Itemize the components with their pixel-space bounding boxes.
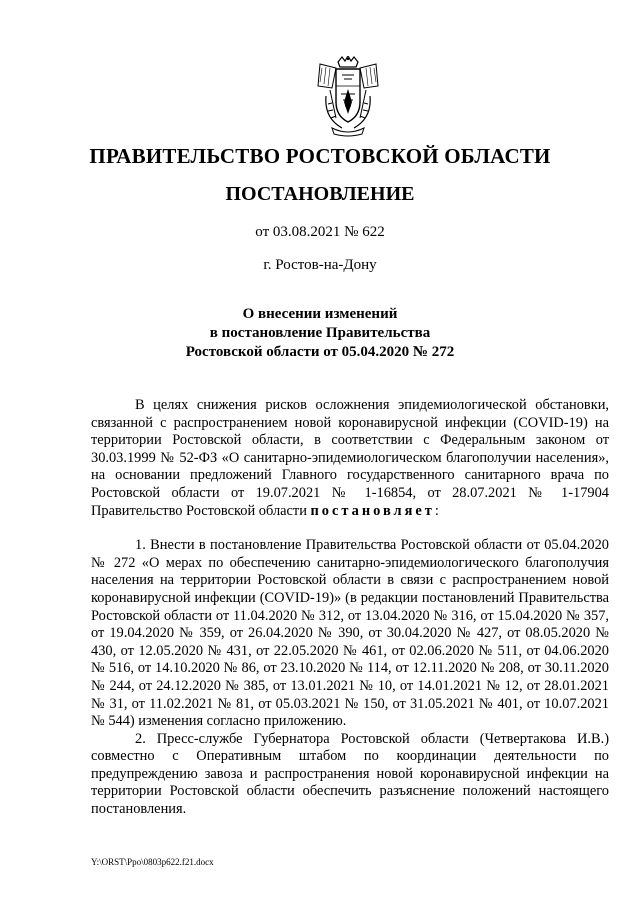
document-city: г. Ростов-на-Дону bbox=[263, 257, 377, 273]
document-type: ПОСТАНОВЛЕНИЕ bbox=[225, 183, 415, 205]
subject-line-2: в постановление Правительства bbox=[209, 325, 431, 341]
coat-of-arms-icon bbox=[314, 56, 382, 138]
preamble-paragraph bbox=[91, 397, 609, 520]
resolves-colon: : bbox=[434, 502, 439, 519]
document-subject bbox=[0, 305, 640, 362]
item-1-paragraph: 1. Внести в постановление Правительства Ростовской области от 05.04.2020 № 272 «О мерах по обеспечению санитарно-эпидемиологического благополучия населения на территории Ростовской области в связи с распространением новой коронавирусной инфекции (COVID-19)» (в редакции постановлений Правительства Ростовской области от 11.04.2020 № 312, от 13.04.2020 № 316, от 15.04.2020 № 357, от 19.04.2020 № 359, от 26.04.2020 № 390, от 30.04.2020 № 427, от 08.05.2020 № 430, от 12.05.2020 № 431, от 22.05.2020 № 461, от 02.06.2020 № 511, от 04.06.2020 № 516, от 14.10.2020 № 86, от 23.10.2020 № 114, от 12.11.2020 № 208, от 30.11.2020 № 244, от 24.12.2020 № 385, от 13.01.2021 № 10, от 14.01.2021 № 12, от 28.01.2021 № 31, от 11.02.2021 № 81, от 05.03.2021 № 150, от 31.05.2021 № 401, от 10.07.2021 № 544) изменения согласно приложению. bbox=[91, 537, 609, 730]
subject-line-1: О внесении изменений bbox=[242, 306, 398, 322]
resolves-word: постановляет bbox=[310, 502, 435, 519]
document-date-number: от 03.08.2021 № 622 bbox=[255, 224, 385, 240]
footer-file-path: Y:\ORST\Ppo\0803p622.f21.docx bbox=[91, 857, 214, 867]
subject-line-3: Ростовской области от 05.04.2020 № 272 bbox=[185, 344, 455, 360]
document-body bbox=[91, 397, 609, 819]
item-2-paragraph: 2. Пресс-службе Губернатора Ростовской области (Четвертакова И.В.) совместно с Оперативным штабом по координации деятельности по предупреждению завоза и распространения новой коронавирусной инфекции на территории Ростовской области обеспечить разъяснение положений настоящего постановления. bbox=[91, 730, 609, 818]
government-title: ПРАВИТЕЛЬСТВО РОСТОВСКОЙ ОБЛАСТИ bbox=[89, 144, 551, 168]
preamble-text: В целях снижения рисков осложнения эпидемиологической обстановки, связанной с распространением новой коронавирусной инфекции (COVID-19) на территории Ростовской области, в соответствии с Федеральным законом от 30.03.1999 № 52-ФЗ «О санитарно-эпидемиологическом благополучии населения», на основании предложений Главного государственного санитарного врача по Ростовской области от 19.07.2021 № 1-16854, от 28.07.2021 № 1-17904 Правительство Ростовской области bbox=[91, 397, 609, 519]
